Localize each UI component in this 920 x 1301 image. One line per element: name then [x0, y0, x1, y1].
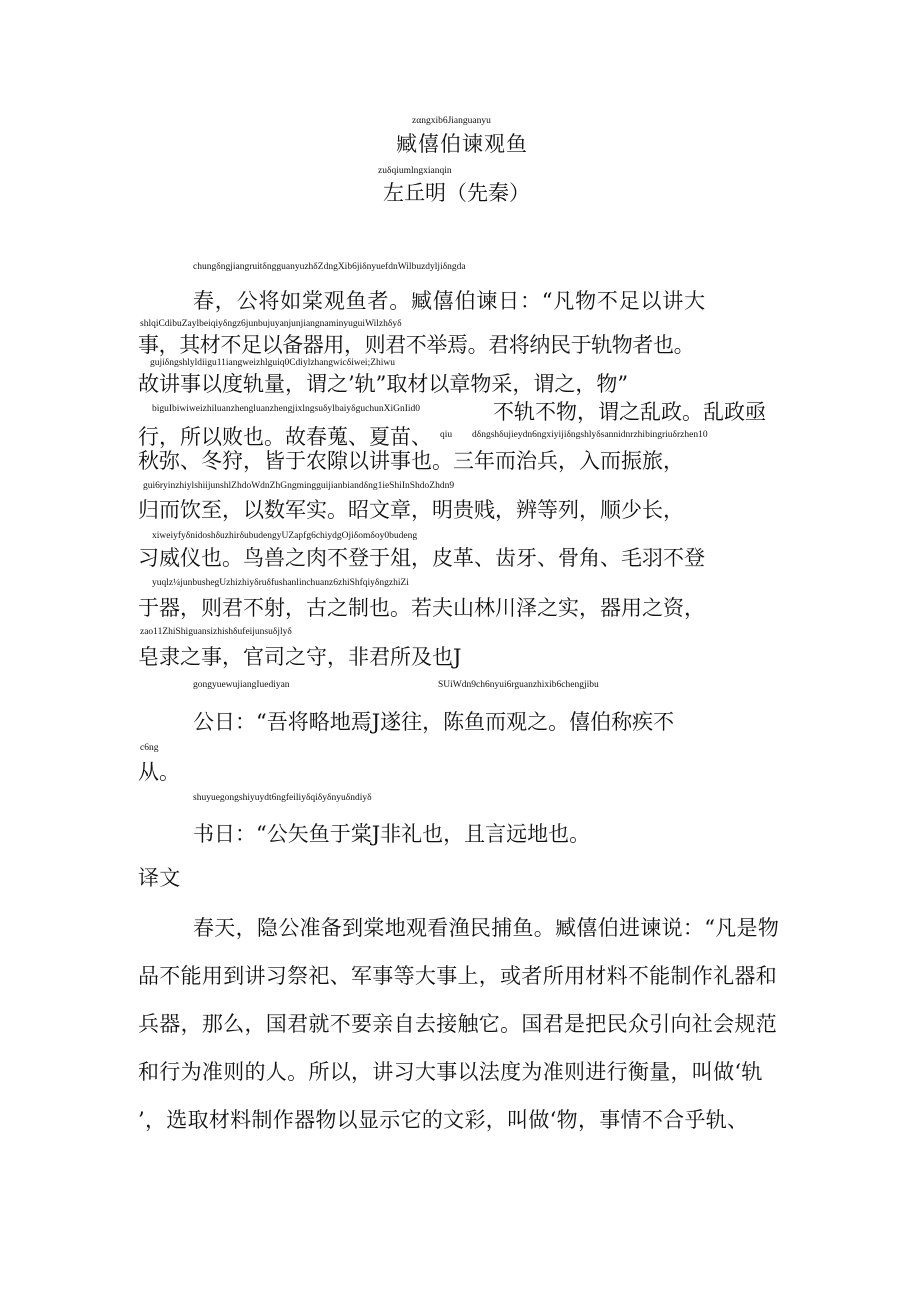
pinyin-line-2: shlqiCdibuZaylbeiqiyδngz6junbujuyanjunjiangnaminyuguiWilzhδyδ	[140, 319, 402, 329]
translation-heading: 译文	[138, 866, 181, 890]
pinyin-line-5a: qiu	[440, 430, 453, 440]
original-line-6: 秋弥、冬狩，皆于农隙以讲事也。三年而治兵，入而振旅，	[138, 449, 684, 473]
original-line-9: 于器，则君不射，古之制也。若夫山林川泽之实，器用之资，	[138, 596, 705, 620]
pinyin-line-12: c6ng	[140, 743, 159, 753]
pinyin-line-9: yuqlz¼junbushegUzhizhiyδruδfushanlinchuanz6zhiShfqiyδngzhiZi	[152, 578, 409, 588]
original-line-12: 从。	[138, 760, 180, 784]
original-line-10: 皂隶之事，官司之守，非君所及也J	[138, 645, 462, 669]
original-line-2: 事，其材不足以备器用，则君不举焉。君将纳民于轨物者也。	[138, 333, 695, 357]
pinyin-line-1: chungδngjiangruitδngguanyuzhδZdngXib6jiδnyuefdnWilbuzdyljiδngda	[193, 262, 466, 272]
translation-line-2: 品不能用到讲习祭祀、军事等大事上，或者所用材料不能制作礼器和	[138, 964, 777, 988]
page-title: 臧僖伯谏观鱼	[396, 132, 528, 156]
pinyin-line-4: biguIbiwiweizhiluanzhengluanzhengjixlngsuδylbaiyδguchunXiGnIid0	[152, 404, 421, 414]
pinyin-line-3: gujiδngshlyldiigu11iangweizhlguiq0Cdiylzhangwicδiwei;Zhiwu	[150, 358, 396, 368]
original-line-3: 故讲事以度轨量，谓之’轨”取材以章物采，谓之，物”	[138, 372, 629, 396]
pinyin-line-11a: gongyuewujiangIuediyan	[193, 680, 290, 690]
pinyin-line-5b: dδngshδujieydn6ngxiyijiδngshlyδsannidnrzhibingriuδrzhen10	[472, 430, 708, 440]
pinyin-line-13: shuyuegongshiyuydt6ngfeiliyδqiδyδnyuδndiyδ	[193, 793, 372, 803]
original-line-7: 归而饮至，以数军实。昭文章，明贵贱，辨等列，顺少长，	[138, 498, 684, 522]
pinyin-line-8: xiweiyfyδnidoshδuzhirδubudengyUZapfg6chiydgOjiδomδoy0budeng	[152, 531, 418, 541]
original-line-13: 书日：“公矢鱼于棠J非礼也，且言远地也。	[193, 822, 591, 846]
title-pinyin: zαngxib6Jianguanyu	[412, 116, 491, 126]
author-line: 左丘明（先秦）	[383, 181, 530, 205]
translation-line-1: 春天，隐公准备到棠地观看渔民捕鱼。臧僖伯进谏说：“凡是物	[193, 916, 780, 940]
pinyin-line-11b: SUiWdn9ch6nyui6rguanzhixib6chengjibu	[438, 680, 599, 690]
original-line-4a: 不轨不物，谓之乱政。乱政亟	[493, 400, 766, 424]
original-line-5: 行，所以败也。故春蒐、夏苗、	[138, 425, 432, 449]
original-line-1: 春，公将如棠观鱼者。臧僖伯谏日：“凡物不足以讲大	[193, 289, 706, 313]
translation-line-4: 和行为准则的人。所以，讲习大事以法度为准则进行衡量，叫做‘轨	[138, 1060, 763, 1084]
pinyin-line-10: zao11ZhiShiguansizhishδufeijunsuδjlyδ	[140, 627, 292, 637]
author-pinyin: zuδqiumlngxianqin	[378, 166, 452, 176]
pinyin-line-7: gui6ryinzhiylshiijunshlZhdoWdnZhGngmingguijianbiandδng1ieShiInShdoZhdn9	[143, 481, 455, 491]
translation-line-3: 兵器，那么，国君就不要亲自去接触它。国君是把民众引向社会规范	[138, 1012, 777, 1036]
original-line-8: 习威仪也。鸟兽之肉不登于俎，皮革、齿牙、骨角、毛羽不登	[138, 546, 705, 570]
translation-line-5: ’，选取材料制作器物以显示它的文彩，叫做‘物，事情不合乎轨、	[138, 1108, 749, 1132]
original-line-11: 公日：“吾将略地焉J遂往，陈鱼而观之。僖伯称疾不	[193, 710, 675, 734]
